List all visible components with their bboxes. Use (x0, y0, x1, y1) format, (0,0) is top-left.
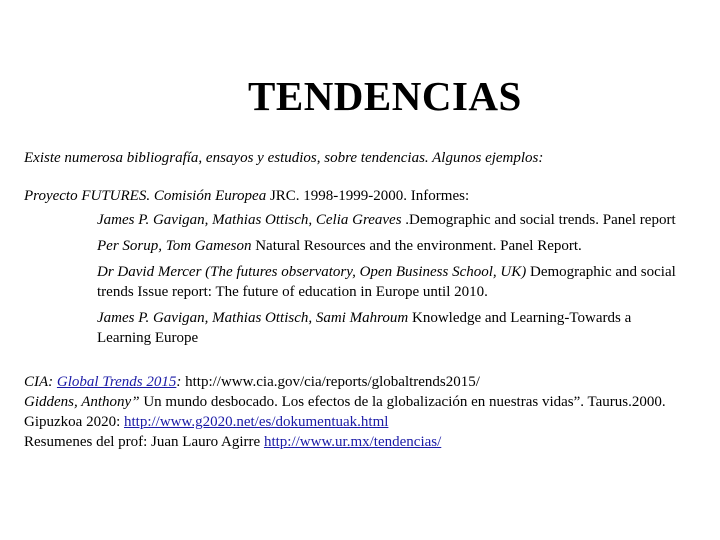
project-heading (24, 186, 696, 206)
gipuzkoa-reference (24, 412, 696, 432)
report-authors: Per Sorup, Tom Gameson (97, 238, 252, 254)
project-name: Proyecto FUTURES. Comisión Europea (24, 188, 267, 204)
resumenes-reference (24, 432, 696, 452)
giddens-reference (24, 392, 696, 412)
cia-colon: : (176, 374, 182, 390)
project-details: JRC. 1998-1999-2000. Informes: (266, 188, 470, 204)
giddens-text: Un mundo desbocado. Los efectos de la globalización en nuestras vidas”. Taurus.2000. (139, 394, 666, 410)
cia-url: http://www.cia.gov/cia/reports/globaltrends2015/ (181, 374, 480, 390)
report-item (97, 210, 687, 230)
global-trends-link[interactable]: Global Trends 2015 (56, 374, 177, 390)
report-authors: James P. Gavigan, Mathias Ottisch, Celia Greaves (97, 212, 402, 228)
report-item (97, 262, 687, 302)
report-title: Natural Resources and the environment. Panel Report. (251, 238, 582, 254)
intro-text: Existe numerosa bibliografía, ensayos y estudios, sobre tendencias. Algunos ejemplos: (24, 150, 544, 166)
gipuzkoa-link[interactable]: http://www.g2020.net/es/dokumentuak.html (123, 414, 389, 430)
report-authors: James P. Gavigan, Mathias Ottisch, Sami Mahroum (97, 310, 409, 326)
report-item (97, 236, 687, 256)
report-title: Demographic and social trends Issue report: The future of education in Europe until 2010. (97, 264, 676, 300)
cia-label: CIA: (24, 374, 57, 390)
report-authors: Dr David Mercer (The futures observatory, Open Business School, UK) (97, 264, 527, 280)
spacer (24, 168, 696, 186)
main-content (24, 148, 696, 452)
cia-reference (24, 372, 696, 392)
report-title: .Demographic and social trends. Panel report (401, 212, 676, 228)
resumenes-label: Resumenes del prof: Juan Lauro Agirre (24, 434, 264, 450)
tendencias-link[interactable]: http://www.ur.mx/tendencias/ (263, 434, 442, 450)
report-title: Knowledge and Learning-Towards a Learning Europe (97, 310, 632, 346)
giddens-author: Giddens, Anthony” (24, 394, 140, 410)
page-title: TENDENCIAS (248, 73, 522, 119)
gipuzkoa-label: Gipuzkoa 2020: (24, 414, 124, 430)
report-item (97, 308, 687, 348)
